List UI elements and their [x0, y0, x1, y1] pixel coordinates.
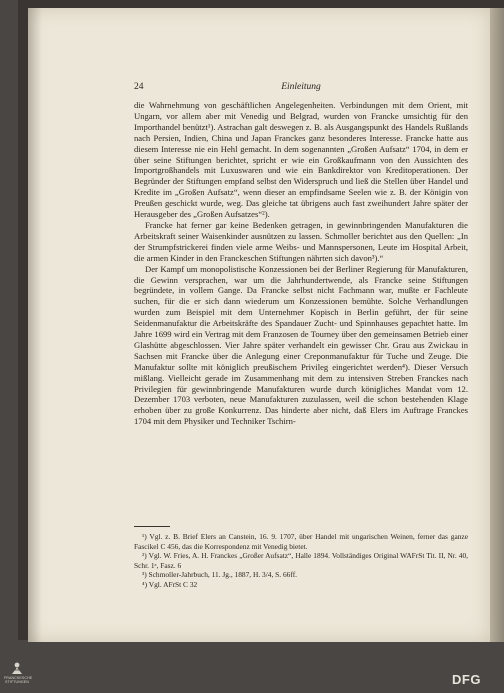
stiftungen-logo-text: FRANCKESCHE STIFTUNGEN: [4, 676, 33, 684]
page-content: [134, 80, 468, 640]
body-text: [134, 100, 468, 427]
page-gutter-shadow: [28, 8, 42, 642]
footnote: ²) Vgl. W. Fries, A. H. Franckes „Großer Aufsatz“, Halle 1894. Vollständiges Original WAFrSt Tit. II, Nr. 40, Schr. 1ᵃ, Fasz. 6: [134, 551, 468, 570]
footnote-separator: [134, 526, 170, 527]
footnotes: [134, 532, 468, 590]
paragraph: die Wahrnehmung von geschäftlichen Angelegenheiten. Verbindungen mit dem Orient, mit Ungarn, vor allem aber mit Venedig und Belgrad, wurden von Francke umsichtig für den Importhandel benützt¹). Astrachan galt deswegen z. B. als Ausgangspunkt des Handels Rußlands nach Persien, Indien, China und Japan Franckes ganz besonderes Interesse. Francke hatte aus diesem Interesse nie ein Hehl gemacht. In dem sogenannten „Großen Aufsatz“ 1704, in dem er über seine Stiftungen berichtet, spricht er wie ein Großkaufmann von den Aussichten des Importgroßhandels mit Luxuswaren und wie ein Bankdirektor von Kreditoperationen. Der Begründer der Stiftungen empfand selbst den Widerspruch und ließ die Stellen über Handel und Kredite im „Großen Aufsatz“, wenn dieser an empfindsame Seelen wie z. B. der Königin von Preußen geschickt wurde, weg. Das gleiche tat übrigens auch fast zweihundert Jahre später der Herausgeber des „Großen Aufsatzes“²).: [134, 100, 468, 220]
franckesche-stiftungen-logo: [4, 661, 33, 691]
stiftungen-emblem-icon: [10, 661, 24, 675]
footnote: ¹) Vgl. z. B. Brief Elers an Canstein, 16. 9. 1707, über Handel mit ungarischen Weinen, ferner das ganze Fascikel C 456, das die Korrespondenz mit Venedig bietet.: [134, 532, 468, 551]
dfg-logo: DFG: [452, 672, 481, 687]
running-head: [134, 80, 468, 94]
page-number: 24: [134, 82, 144, 92]
footnote: ³) Schmoller-Jahrbuch, 11. Jg., 1887, H. 3/4, S. 66ff.: [142, 570, 297, 580]
paragraph: Francke hat ferner gar keine Bedenken getragen, in gewinnbringenden Manufakturen die Arbeitskraft seiner Waisenkinder ausnützen zu lassen. Schmoller berichtet aus den Quellen: „In der Strumpfstrickerei finden viele arme Weibs- und Mannspersonen, Leute im Hospital Arbeit, die armen Kinder in den Franckeschen Stiftungen nährten sich davon³).“: [134, 219, 468, 263]
paragraph: Der Kampf um monopolistische Konzessionen bei der Berliner Regierung für Manufakturen, die Gewinn versprachen, war um die Jahrhundertwende, als Francke seine Stiftungen begründete, in vollem Gange. Da Francke selbst nicht Fachmann war, mußte er Fachleute suchen, für die er sich dann wiederum um Konzessionen bemühte. Solche Verhandlungen wurden zum Beispiel mit dem Unternehmer Kopisch in Berlin geführt, der für seine Seidenmanufaktur die Arbeitskräfte des Spandauer Zucht- und Spinnhauses gepachtet hatte. Im Jahre 1699 wird ein Vertrag mit dem Franzosen de Tourney über den gemeinsamen Betrieb einer Glashütte abgeschlossen. Vier Jahre später verhandelt ein gewisser Chr. Grau aus Zwickau in Sachsen mit Francke über die Anlegung einer Creponmanufaktur für Tuche und Zeuge. Die Manufaktur sollte mit königlich preußischem Privileg eingerichtet werden⁴). Dieser Versuch mißlang. Vielleicht gerade im Zusammenhang mit dem zu intensiven Streben Franckes nach Privilegien für gewinnbringende Manufakturen wurde durch königliches Mandat vom 12. Dezember 1703 verboten, neue Manufakturen zuzulassen, weil die schon bestehenden Klage erhoben über zu große Konkurrenz. Das hinderte aber nicht, daß Elers im Auftrage Franckes 1704 mit dem Physiker und Techniker Tschirn-: [134, 263, 468, 427]
running-title: Einleitung: [281, 82, 321, 92]
footnote: ⁴) Vgl. AFrSt C 32: [142, 579, 198, 589]
page-stack-edge: [490, 8, 504, 642]
